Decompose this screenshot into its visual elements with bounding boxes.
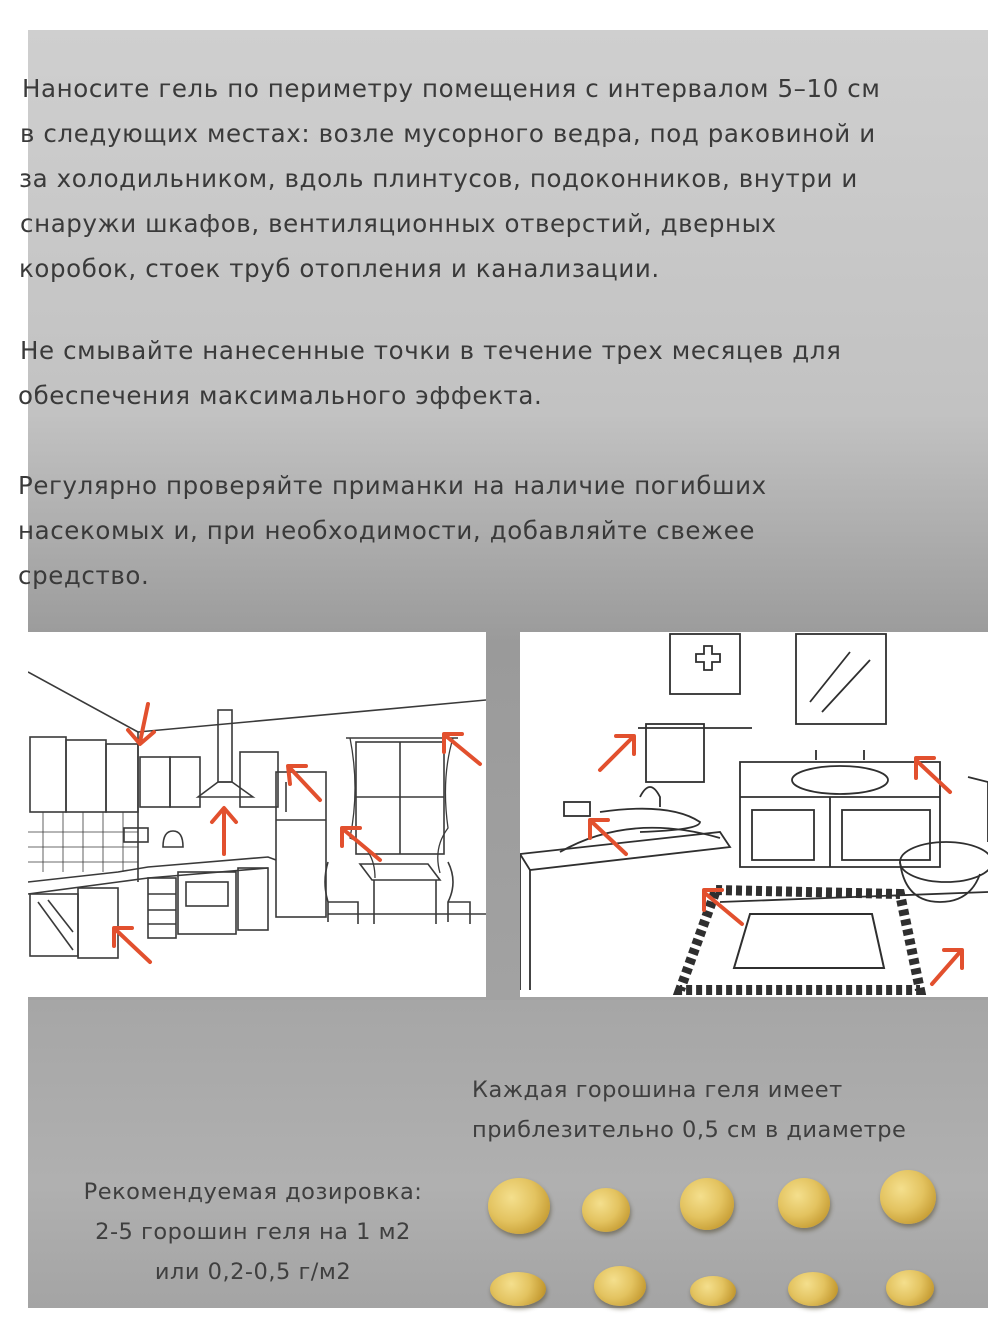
text-line: снаружи шкафов, вентиляционных отверстий, дверных (20, 209, 777, 238)
gel-pea-image (880, 1170, 936, 1224)
dose-line: или 0,2-0,5 г/м2 (154, 1259, 352, 1285)
pea-note-line: приблезительно 0,5 см в диаметре (472, 1117, 907, 1143)
text-line: Регулярно проверяйте приманки на наличие погибших (18, 471, 767, 500)
dose-title: Рекомендуемая дозировка: (83, 1179, 423, 1205)
instruction-paragraph-application (19, 66, 988, 291)
text-line: Наносите гель по периметру помещения с интервалом 5–10 см (22, 74, 881, 103)
gel-pea-image (488, 1178, 550, 1234)
gel-pea-image (690, 1276, 736, 1306)
pea-note-line: Каждая горошина геля имеет (472, 1077, 843, 1103)
text-line: Не смывайте нанесенные точки в течение трех месяцев для (20, 336, 842, 365)
gel-pea-image (594, 1266, 646, 1306)
pea-size-note (472, 1070, 906, 1150)
text-line: средство. (18, 561, 150, 590)
text-line: за холодильником, вдоль плинтусов, подоконников, внутри и (19, 164, 858, 193)
text-line: обеспечения максимального эффекта. (18, 381, 543, 410)
gel-pea-image (886, 1270, 934, 1306)
gel-pea-image (788, 1272, 838, 1306)
dosage-section (28, 1000, 988, 1308)
kitchen-illustration (28, 632, 486, 997)
instruction-paragraph-duration (18, 328, 988, 418)
dose-line: 2-5 горошин геля на 1 м2 (95, 1219, 411, 1245)
gel-pea-image (582, 1188, 630, 1232)
gel-pea-image (490, 1272, 546, 1306)
kitchen-sketch-icon (28, 632, 486, 997)
text-line: насекомых и, при необходимости, добавляйте свежее (18, 516, 756, 545)
gel-pea-image (680, 1178, 734, 1230)
text-line: в следующих местах: возле мусорного ведра, под раковиной и (20, 119, 876, 148)
text-line: коробок, стоек труб отопления и канализации. (19, 254, 660, 283)
bathroom-illustration (520, 632, 988, 997)
bathroom-sketch-icon (520, 632, 988, 997)
dosage-recommendation (48, 1172, 458, 1292)
gel-pea-image (778, 1178, 830, 1228)
instruction-paragraph-checking (18, 463, 988, 598)
